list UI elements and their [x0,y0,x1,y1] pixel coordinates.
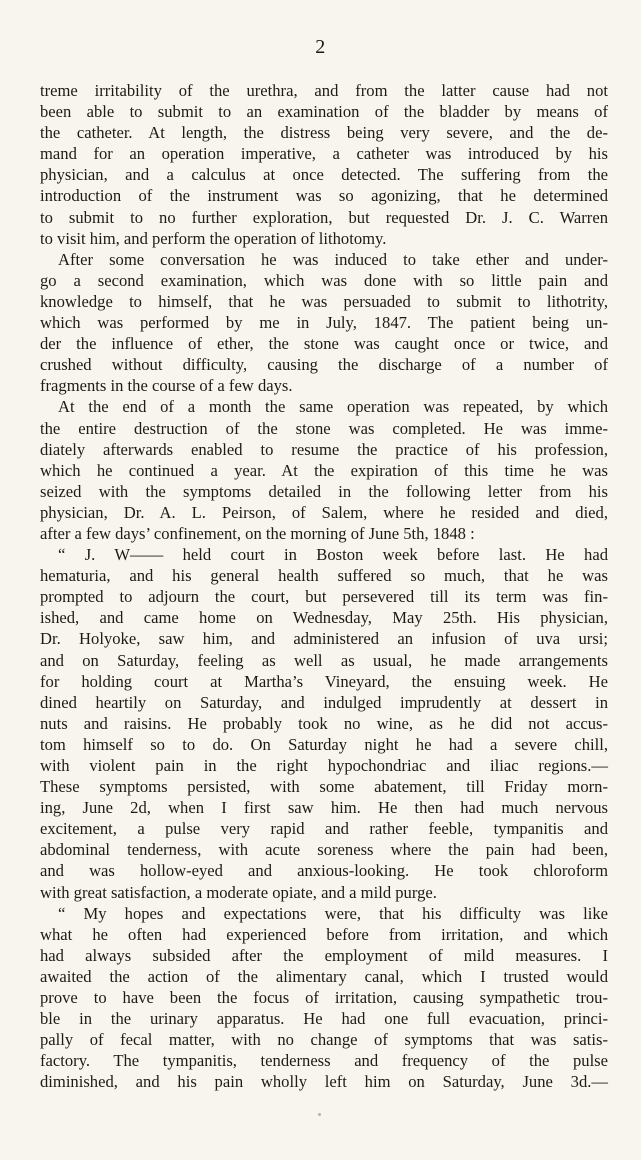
text-line: been able to submit to an examination of the bladder by means of [40,102,608,122]
text-line: seized with the symptoms detailed in the following letter from his [40,481,608,501]
text-line: hematuria, and his general health suffered so much, that he was [40,566,608,586]
text-line: nuts and raisins. He probably took no wine, as he did not accus- [40,713,608,733]
page-number: 2 [315,36,326,58]
text-line: diately afterwards enabled to resume the practice of his profession, [40,439,608,459]
text-line: tom himself so to do. On Saturday night he had a severe chill, [40,734,608,754]
text-line: with great satisfaction, a moderate opiate, and a mild purge. [40,882,437,902]
text-line: go a second examination, which was done with so little pain and [40,270,608,290]
text-line: introduction of the instrument was so agonizing, that he determined [40,186,608,206]
text-line: ished, and came home on Wednesday, May 25th. His physician, [40,608,608,628]
text-line: ing, June 2d, when I first saw him. He then had much nervous [40,798,608,818]
text-line: knowledge to himself, that he was persuaded to submit to lithotrity, [40,291,608,311]
text-line: physician, and a calculus at once detected. The suffering from the [40,165,608,185]
text-line: prove to have been the focus of irritation, causing sympathetic trou- [40,988,608,1008]
text-line: had always subsided after the employment of mild measures. I [40,945,608,965]
text-line: for holding court at Martha’s Vineyard, the ensuing week. He [40,671,608,691]
text-line: At the end of a month the same operation was repeated, by which [58,397,608,417]
text-line: Dr. Holyoke, saw him, and administered an infusion of uva ursi; [40,629,608,649]
text-line: which he continued a year. At the expiration of this time he was [40,460,608,480]
text-line: dined heartily on Saturday, and indulged imprudently at dessert in [40,692,608,712]
text-line: These symptoms persisted, with some abatement, till Friday morn- [40,777,608,797]
text-line: awaited the action of the alimentary canal, which I trusted would [40,966,608,986]
text-line: excitement, a pulse very rapid and rather feeble, tympanitis and [40,819,608,839]
text-line: what he often had experienced before from irritation, and which [40,924,608,944]
text-line: after a few days’ confinement, on the morning of June 5th, 1848 : [40,523,475,543]
text-line: to visit him, and perform the operation of lithotomy. [40,228,387,248]
text-line: physician, Dr. A. L. Peirson, of Salem, where he resided and died, [40,502,608,522]
text-line: and was hollow-eyed and anxious-looking. He took chloroform [40,861,608,881]
text-line: the catheter. At length, the distress being very severe, and the de- [40,123,608,143]
body-text [40,80,608,1093]
text-line: with violent pain in the right hypochondriac and iliac regions.— [40,756,608,775]
text-line: mand for an operation imperative, a catheter was introduced by his [40,144,608,164]
text-line: fragments in the course of a few days. [40,376,293,396]
text-line: factory. The tympanitis, tenderness and frequency of the pulse [40,1051,608,1071]
text-line: ble in the urinary apparatus. He had one full evacuation, princi- [40,1009,608,1029]
text-line: der the influence of ether, the stone was caught once or twice, and [40,334,608,354]
text-line: which was performed by me in July, 1847. The patient being un- [40,313,608,333]
text-line: diminished, and his pain wholly left him on Saturday, June 3d.— [40,1072,608,1092]
text-line: “ My hopes and expectations were, that his difficulty was like [58,903,608,923]
text-line: the entire destruction of the stone was completed. He was imme- [40,418,608,438]
text-line: After some conversation he was induced to take ether and under- [58,249,608,269]
text-line: prompted to adjourn the court, but persevered till its term was fin- [40,587,608,607]
text-line: to submit to no further exploration, but requested Dr. J. C. Warren [40,207,608,227]
text-line: pally of fecal matter, with no change of symptoms that was satis- [40,1030,608,1050]
text-line: “ J. W—— held court in Boston week before last. He had [58,545,608,565]
ink-speck [318,1113,321,1116]
text-line: and on Saturday, feeling as well as usual, he made arrangements [40,650,608,670]
text-line: abdominal tenderness, with acute soreness where the pain had been, [40,840,608,860]
text-line: crushed without difficulty, causing the discharge of a number of [40,355,608,375]
text-line: treme irritability of the urethra, and from the latter cause had not [40,81,608,100]
